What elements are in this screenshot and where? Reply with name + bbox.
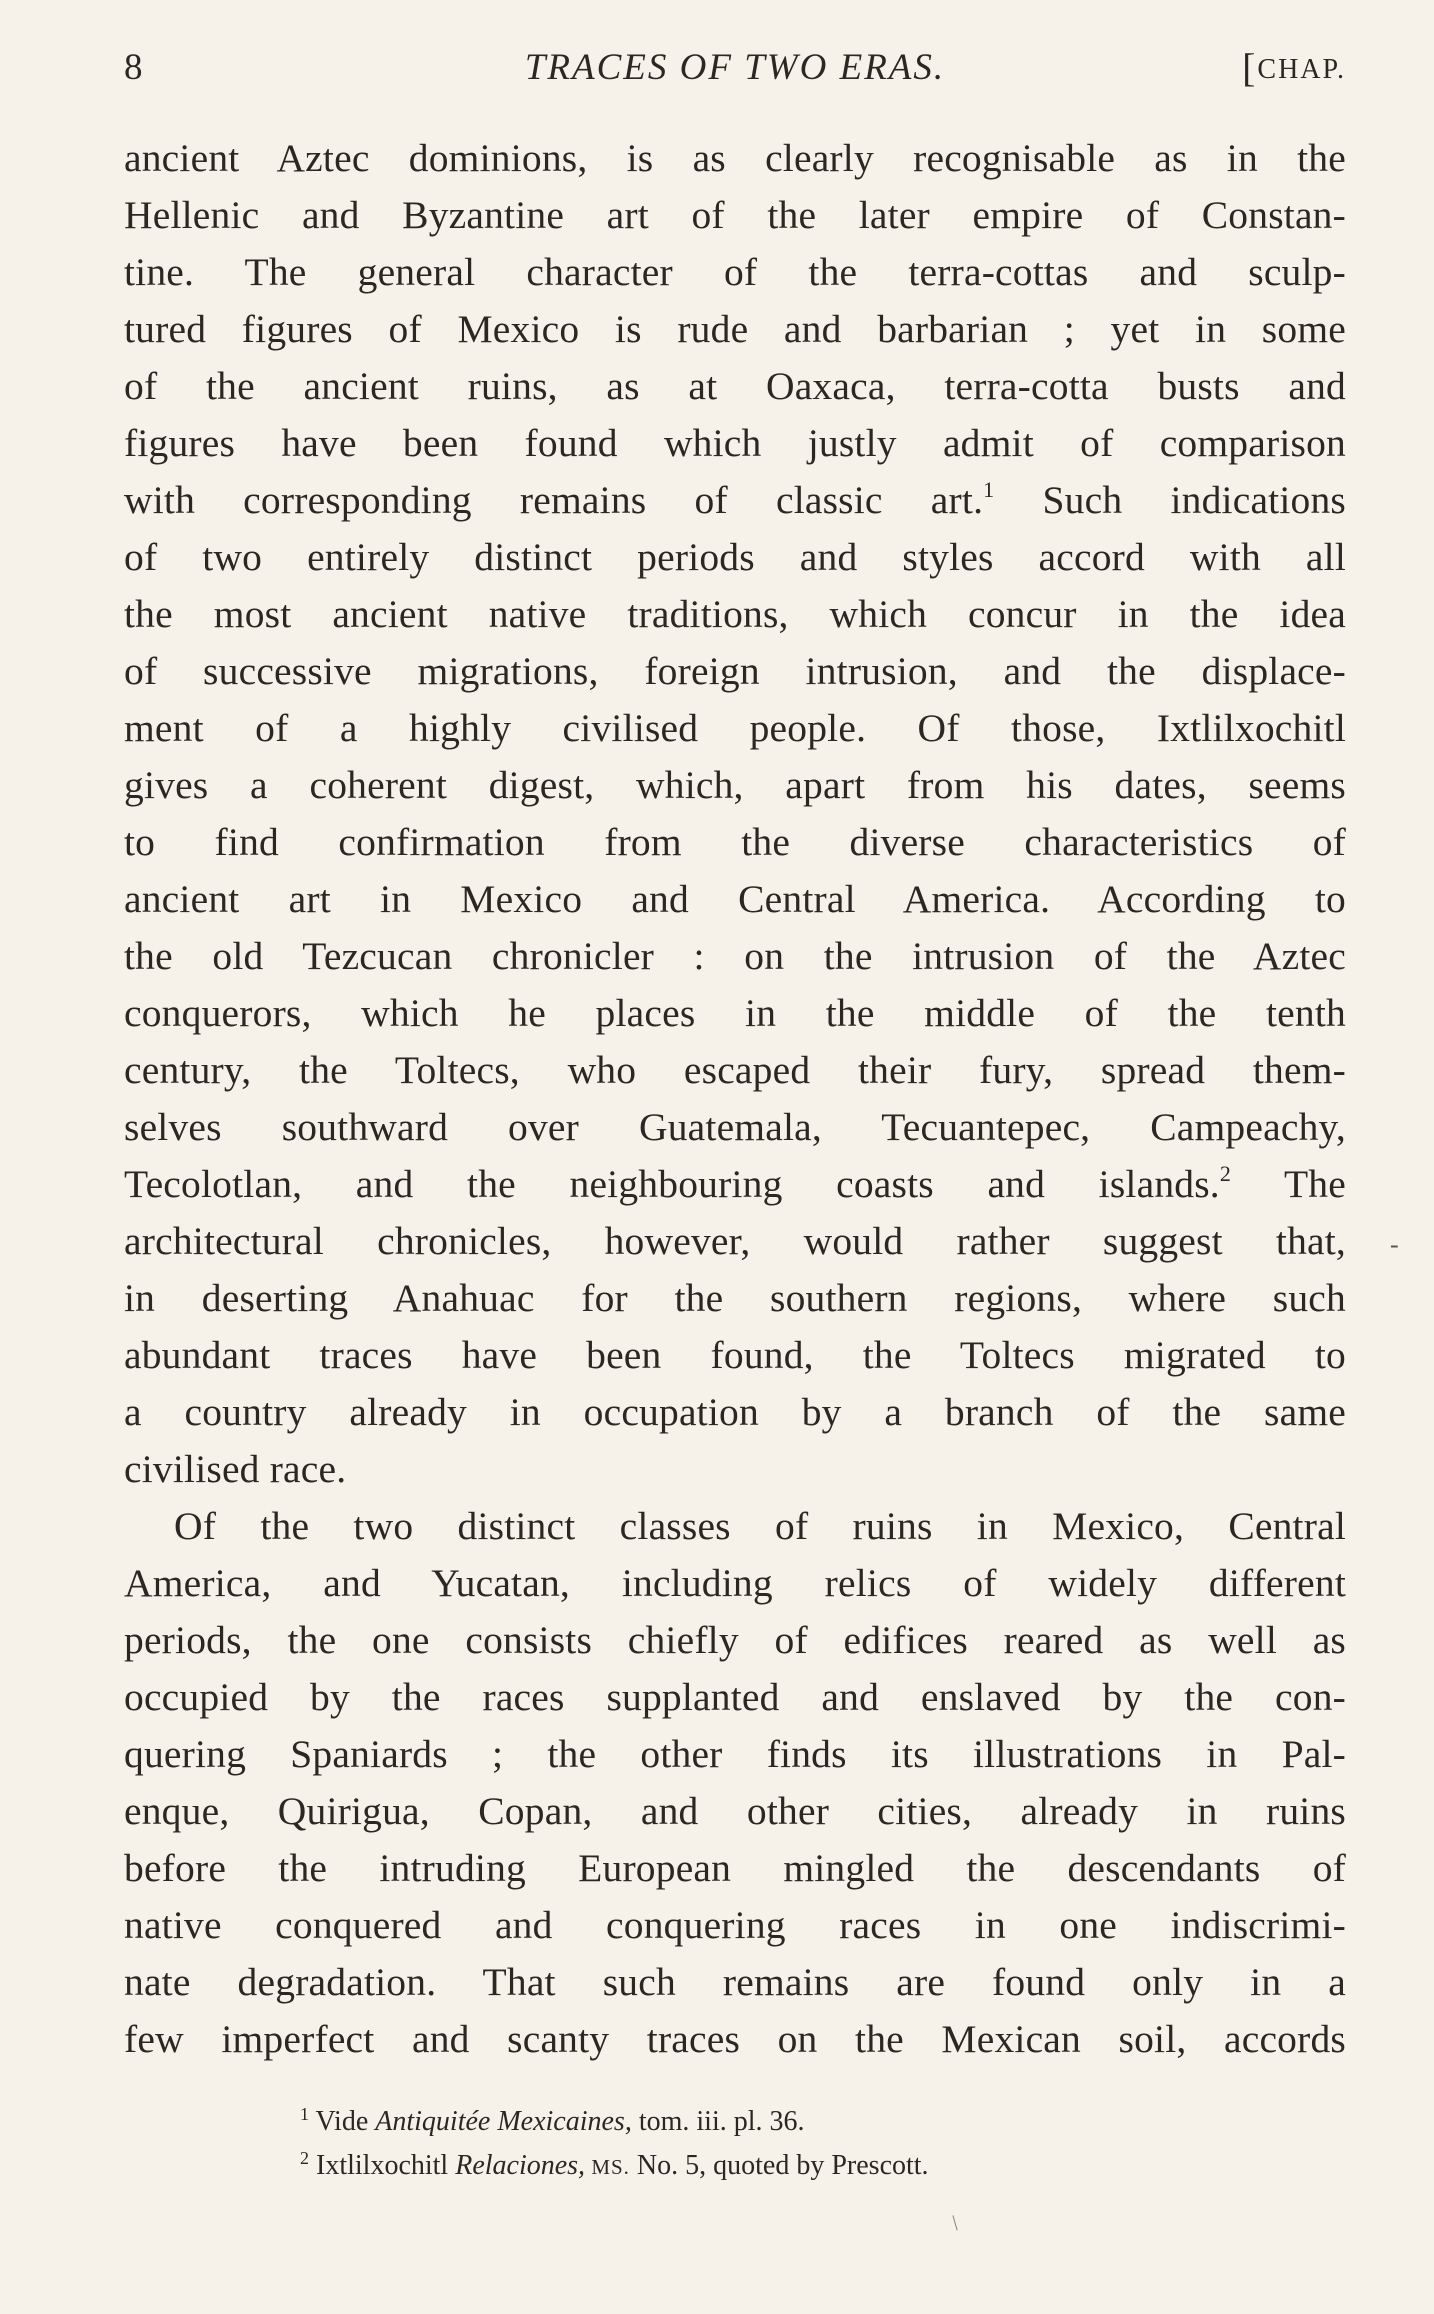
footnote-text: tom. iii. pl. 36. [631,2106,805,2137]
footnote-text: Vide [309,2106,376,2137]
text-line: enque, Quirigua, Copan, and other cities, already in ruins [124,1789,1346,1833]
page-number: 8 [124,47,143,88]
footnotes [300,2100,1200,2189]
footnote-title: Relaciones, [455,2150,586,2181]
chapter-mark [1242,38,1346,100]
text-line: of successive migrations, foreign intrusion, and the displace- [124,649,1346,693]
footnote-ref: 2 [1219,1161,1232,1186]
text-segment: with corresponding remains of classic art. [124,478,984,522]
text-line: of two entirely distinct periods and styles accord with all [124,535,1346,579]
text-line: Hellenic and Byzantine art of the later empire of Constan- [124,193,1346,237]
footnote-smallcaps: MS. [585,2155,630,2179]
text-line: century, the Toltecs, who escaped their fury, spread them- [124,1048,1346,1092]
footnote-ref: 1 [983,477,995,502]
text-line: Of the two distinct classes of ruins in Mexico, Central [174,1504,1346,1548]
text-segment: Tecolotlan, and the neighbouring coasts and islands. [124,1162,1220,1206]
footnote-2 [300,2144,1200,2189]
text-line: in deserting Anahuac for the southern regions, where such [124,1276,1346,1320]
text-line: occupied by the races supplanted and enslaved by the con- [124,1675,1346,1719]
text-line: the most ancient native traditions, which concur in the idea [124,592,1346,636]
text-line: America, and Yucatan, including relics of widely different [124,1561,1346,1605]
text-line: ancient Aztec dominions, is as clearly recognisable as in the [124,136,1346,180]
text-segment: The [1231,1162,1346,1206]
text-line: gives a coherent digest, which, apart from his dates, seems [124,763,1346,807]
text-line: to find confirmation from the diverse characteristics of [124,820,1346,864]
text-line: conquerors, which he places in the middle of the tenth [124,991,1346,1035]
footnote-marker: 2 [300,2148,309,2168]
text-line: figures have been found which justly admit of comparison [124,421,1346,465]
text-line: a country already in occupation by a branch of the same [124,1390,1346,1434]
text-line: tine. The general character of the terra-cottas and sculp- [124,250,1346,294]
text-line: before the intruding European mingled the descendants of [124,1846,1346,1890]
body-text [124,130,1346,2068]
text-line: civilised race. [124,1447,347,1491]
text-line: few imperfect and scanty traces on the Mexican soil, accords [124,2017,1346,2061]
footnote-text: Ixtlilxochitl [309,2150,456,2181]
text-line: of the ancient ruins, as at Oaxaca, terra-cotta busts and [124,364,1346,408]
text-segment: Such indications [994,478,1347,522]
text-line: ancient art in Mexico and Central America. According to [124,877,1346,921]
footnote-marker: 1 [300,2104,309,2124]
gutter-mark: - [1390,1230,1399,1259]
text-line: native conquered and conquering races in one indiscrimi- [124,1903,1346,1947]
text-line: the old Tezcucan chronicler : on the intrusion of the Aztec [124,934,1346,978]
text-line: ment of a highly civilised people. Of those, Ixtlilxochitl [124,706,1346,750]
footnote-1 [300,2100,1200,2144]
chapter-label: CHAP. [1257,54,1346,85]
running-title: TRACES OF TWO ERAS. [524,47,946,88]
text-line: tured figures of Mexico is rude and barbarian ; yet in some [124,307,1346,351]
text-line [124,1156,1346,1213]
text-line: periods, the one consists chiefly of edifices reared as well as [124,1618,1346,1662]
text-line [124,472,1346,529]
text-line: selves southward over Guatemala, Tecuantepec, Campeachy, [124,1105,1346,1149]
footnote-text: No. 5, quoted by Prescott. [629,2150,929,2181]
text-line: architectural chronicles, however, would rather suggest that, [124,1219,1346,1263]
text-line: nate degradation. That such remains are found only in a [124,1960,1346,2004]
running-head [124,38,1346,98]
stray-mark: / [945,2210,965,2235]
text-line: abundant traces have been found, the Toltecs migrated to [124,1333,1346,1377]
chapter-bracket: [ [1242,45,1258,90]
footnote-title: Antiquitée Mexicaines, [375,2106,632,2137]
text-line: quering Spaniards ; the other finds its illustrations in Pal- [124,1732,1346,1776]
